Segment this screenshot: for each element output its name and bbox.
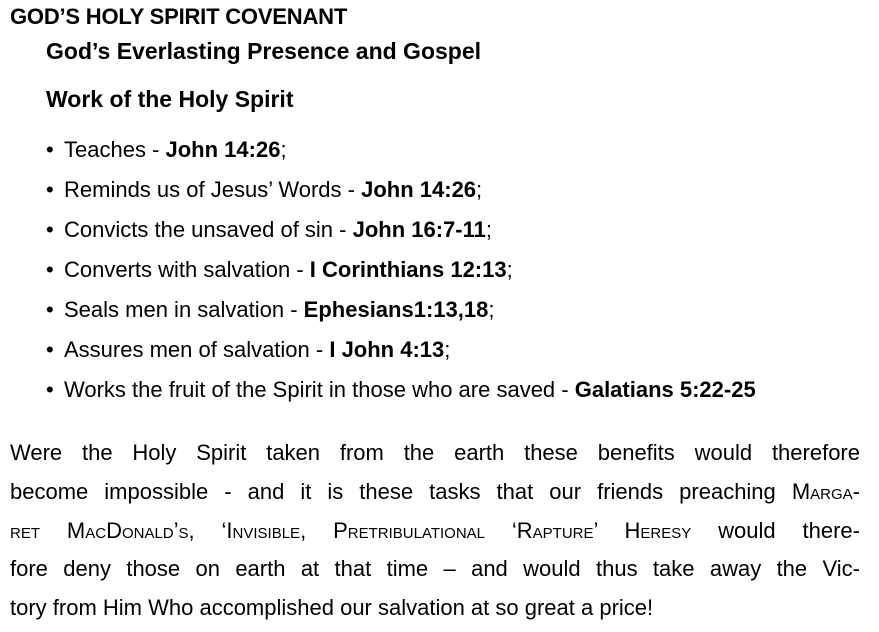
list-item xyxy=(46,174,756,214)
paragraph-line: tory from Him Who accomplished our salvation at so great a price! xyxy=(10,595,654,621)
section-subtitle: God’s Everlasting Presence and Gospel xyxy=(46,38,482,64)
scripture-reference: John 16:7-11 xyxy=(352,217,486,242)
list-item xyxy=(46,334,756,374)
paragraph-text: would there- xyxy=(691,517,860,543)
section-subtitle-work: Work of the Holy Spirit xyxy=(46,86,294,112)
bullet-icon: • xyxy=(46,337,54,362)
paragraph-line: Were the Holy Spirit taken from the earth these benefits would therefore xyxy=(10,440,860,465)
page-title: GOD’S HOLY SPIRIT COVENANT xyxy=(10,4,348,29)
scripture-reference: John 14:26 xyxy=(361,177,477,202)
list-item xyxy=(46,294,756,334)
bullet-icon: • xyxy=(46,217,54,242)
small-caps-text: ret MacDonald’s, ‘Invisible, Pretribulational ‘Rapture’ Heresy xyxy=(10,517,692,543)
list-item xyxy=(46,134,756,174)
scripture-reference: Ephesians1:13,18 xyxy=(303,297,489,322)
item-text: Assures men of salvation - xyxy=(64,337,330,362)
scripture-reference: John 14:26 xyxy=(165,137,281,162)
body-paragraph xyxy=(10,434,860,628)
item-text: Reminds us of Jesus’ Words - xyxy=(64,177,362,202)
small-caps-text: Marga- xyxy=(791,478,860,504)
list-item xyxy=(46,374,756,414)
item-punctuation: ; xyxy=(488,297,495,322)
bullet-list xyxy=(46,134,756,414)
paragraph-text: become impossible - and it is these tasks that our friends preaching xyxy=(10,478,792,504)
item-text: Converts with salvation - xyxy=(64,257,310,282)
scripture-reference: Galatians 5:22-25 xyxy=(574,377,756,402)
item-punctuation: ; xyxy=(444,337,451,362)
item-punctuation: ; xyxy=(476,177,483,202)
bullet-icon: • xyxy=(46,257,54,282)
paragraph-line xyxy=(10,512,860,551)
item-text: Seals men in salvation - xyxy=(64,297,304,322)
scripture-reference: I John 4:13 xyxy=(329,337,445,362)
item-text: Works the fruit of the Spirit in those who are saved - xyxy=(64,377,575,402)
bullet-icon: • xyxy=(46,377,54,402)
item-punctuation: ; xyxy=(485,217,492,242)
item-text: Convicts the unsaved of sin - xyxy=(64,217,353,242)
list-item xyxy=(46,214,756,254)
bullet-icon: • xyxy=(46,177,54,202)
item-punctuation: ; xyxy=(280,137,287,162)
paragraph-line: fore deny those on earth at that time – and would thus take away the Vic- xyxy=(10,556,860,582)
list-item xyxy=(46,254,756,294)
paragraph-line xyxy=(10,473,860,512)
scripture-reference: I Corinthians 12:13 xyxy=(309,257,507,282)
item-text: Teaches - xyxy=(64,137,166,162)
bullet-icon: • xyxy=(46,297,54,322)
item-punctuation: ; xyxy=(506,257,513,282)
bullet-icon: • xyxy=(46,137,54,162)
